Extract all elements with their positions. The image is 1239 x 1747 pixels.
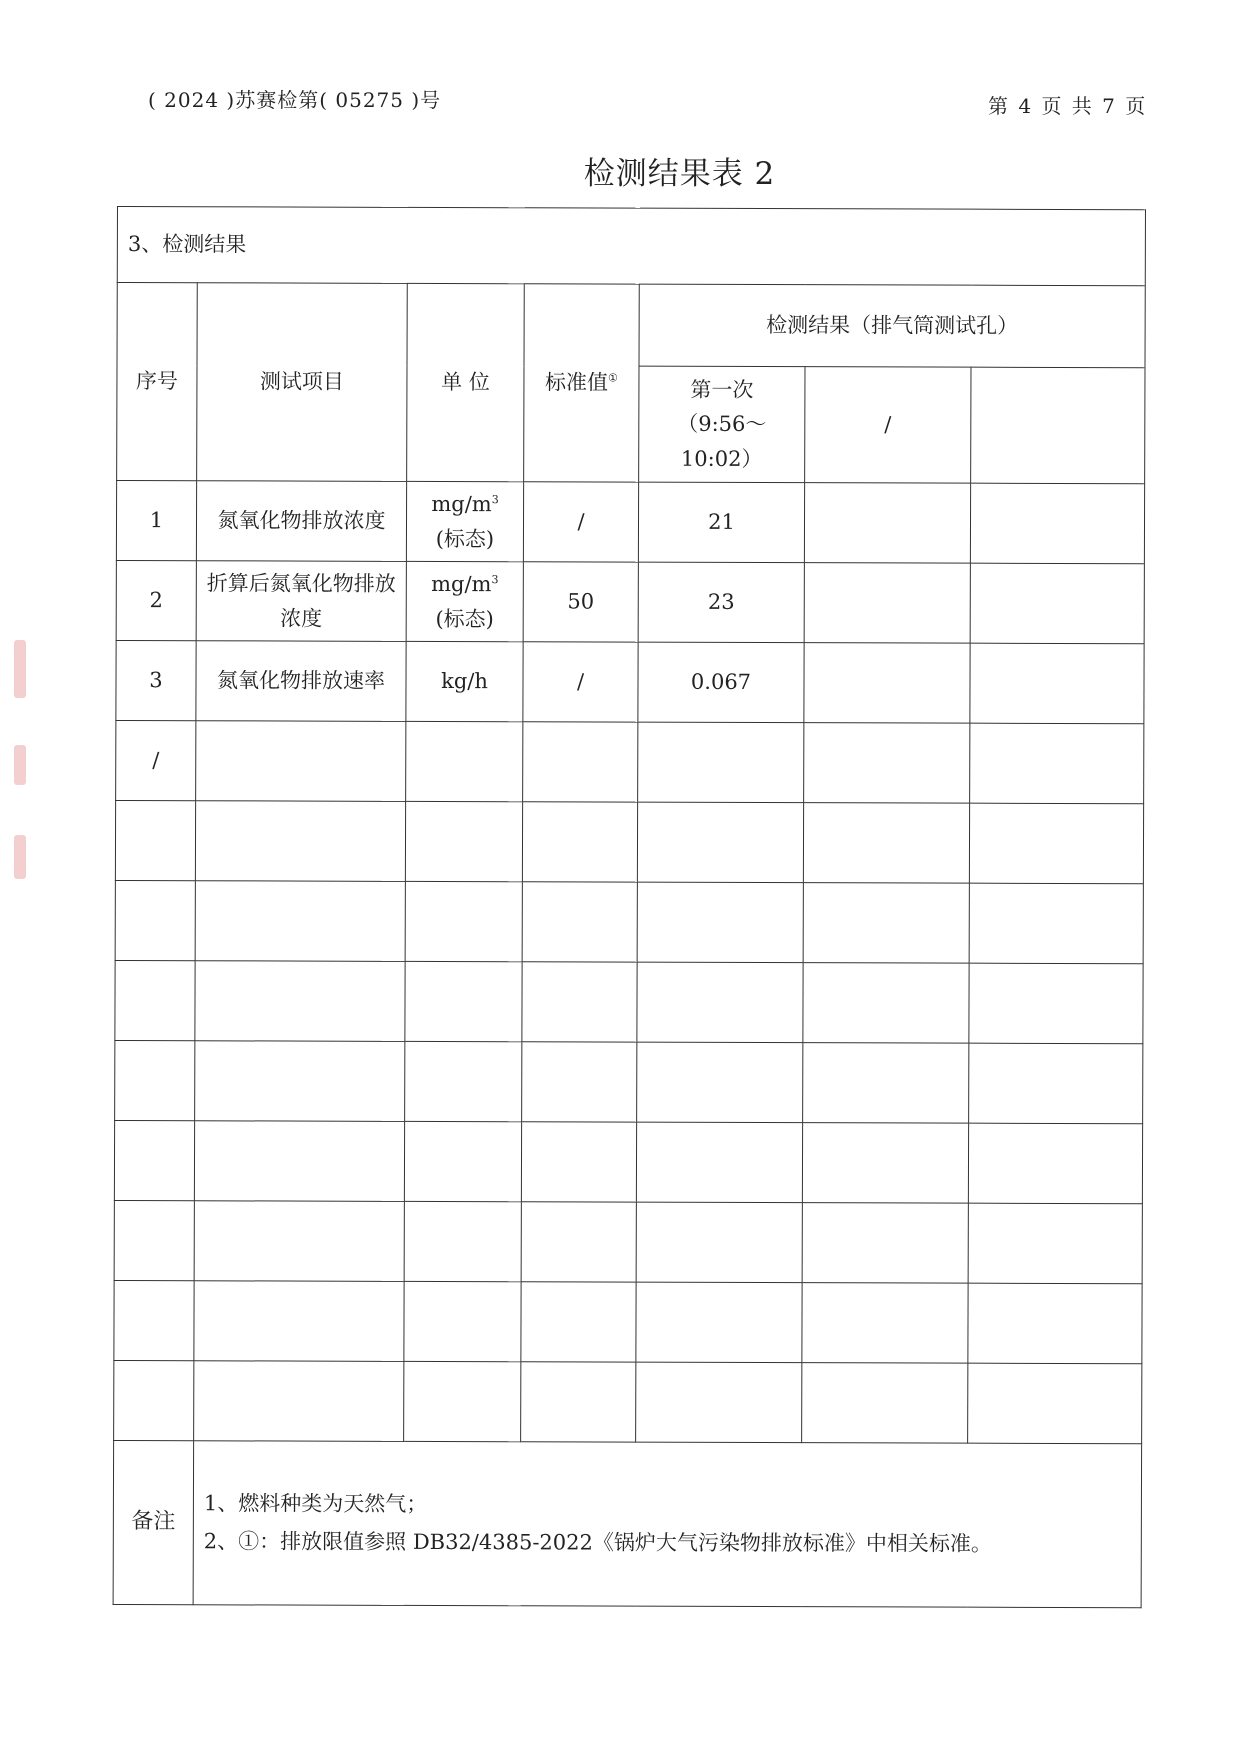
header-unit: 单 位	[407, 283, 525, 481]
row-item: 折算后氮氧化物排放浓度	[196, 561, 406, 642]
row-item: 氮氧化物排放速率	[196, 641, 406, 722]
page-info: 第 4 页 共 7 页	[988, 94, 1146, 118]
row-unit: $mg/m^3$ (标态)	[406, 561, 523, 641]
row-result-1	[638, 722, 804, 803]
results-table-wrapper	[113, 206, 1145, 1608]
header-item: 测试项目	[197, 283, 408, 482]
empty-row	[115, 1040, 1143, 1123]
row-seq: 2	[116, 560, 196, 640]
row-standard: /	[523, 482, 638, 562]
row-unit	[406, 721, 523, 801]
table-row	[116, 560, 1144, 643]
empty-row	[115, 800, 1143, 883]
empty-row	[114, 1360, 1142, 1443]
row-result-3	[970, 483, 1144, 564]
row-result-2	[804, 563, 970, 644]
row-result-1: 23	[638, 562, 804, 643]
paper-stain-mark	[14, 835, 26, 879]
results-table	[113, 206, 1146, 1608]
report-number: ( 2024 )苏赛检第( 05275 )号	[148, 88, 442, 112]
row-seq: 3	[116, 640, 196, 720]
row-standard	[523, 722, 638, 802]
empty-row	[115, 880, 1143, 963]
row-unit: $mg/m^3$ (标态)	[406, 481, 523, 561]
header-second-test: /	[805, 367, 971, 484]
empty-row	[114, 1200, 1142, 1283]
row-result-3	[970, 723, 1144, 804]
header-first-time: （9:56～10:02）	[677, 411, 767, 471]
row-result-1: 0.067	[638, 642, 804, 723]
table-row	[116, 481, 1144, 564]
header-third-test	[971, 367, 1145, 484]
row-unit: kg/h	[406, 641, 523, 721]
row-result-3	[970, 563, 1144, 644]
remarks-content	[193, 1441, 1142, 1608]
row-result-2	[804, 483, 970, 564]
section-label: 3、检测结果	[117, 207, 1145, 286]
empty-row	[114, 1280, 1142, 1363]
table-row	[116, 640, 1144, 723]
row-result-2	[804, 723, 970, 804]
row-result-3	[970, 643, 1144, 724]
row-result-1: 21	[638, 482, 804, 563]
header-seq: 序号	[117, 283, 198, 481]
header-row-1	[117, 283, 1145, 368]
empty-row	[114, 1120, 1142, 1203]
row-item	[196, 721, 406, 802]
header-first-test: 第一次 （9:56～10:02）	[639, 366, 805, 483]
row-standard: 50	[523, 562, 638, 642]
row-standard: /	[523, 642, 638, 722]
row-seq: /	[116, 720, 196, 800]
header-results-group: 检测结果（排气筒测试孔）	[639, 284, 1145, 368]
remark-line-2: 2、①：排放限值参照 DB32/4385-2022《锅炉大气污染物排放标准》中相关标准。	[203, 1528, 992, 1556]
row-result-2	[804, 643, 970, 724]
row-item: 氮氧化物排放浓度	[196, 481, 406, 562]
row-seq: 1	[116, 481, 196, 561]
section-row	[117, 207, 1145, 286]
remarks-row	[113, 1440, 1142, 1607]
remarks-label: 备注	[113, 1440, 194, 1604]
table-row	[116, 720, 1144, 803]
header-standard: 标准值①	[524, 284, 640, 482]
paper-stain-mark	[14, 640, 26, 698]
empty-row	[115, 960, 1143, 1043]
page-title: 检测结果表 2	[583, 156, 776, 192]
remark-line-1: 1、燃料种类为天然气；	[203, 1490, 428, 1516]
paper-stain-mark	[14, 745, 26, 785]
